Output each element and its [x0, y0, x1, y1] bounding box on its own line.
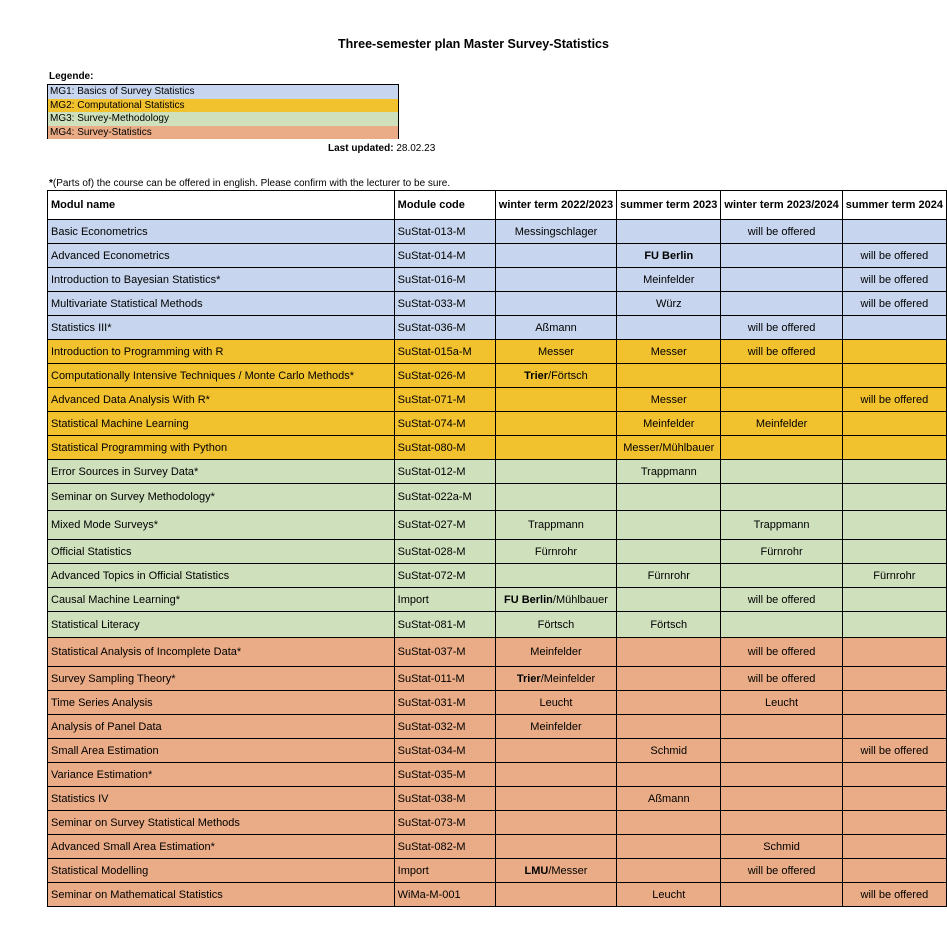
summer-2024-cell: will be offered [842, 883, 946, 907]
summer-2023-cell: Schmid [617, 739, 721, 763]
module-name: Advanced Small Area Estimation* [48, 835, 395, 859]
legend-heading: Legende: [49, 71, 94, 82]
winter-2022-cell [495, 835, 616, 859]
winter-2022-cell: Trier/Meinfelder [495, 667, 616, 691]
module-code: SuStat-016-M [394, 268, 495, 292]
table-row [48, 484, 947, 511]
winter-2022-cell [495, 787, 616, 811]
summer-2024-cell [842, 811, 946, 835]
winter-2022-cell [495, 484, 616, 511]
module-name: Small Area Estimation [48, 739, 395, 763]
summer-2024-cell [842, 436, 946, 460]
winter-2022-cell: Aßmann [495, 316, 616, 340]
summer-2023-cell: Würz [617, 292, 721, 316]
winter-2022-cell: Messingschlager [495, 220, 616, 244]
module-code: SuStat-022a-M [394, 484, 495, 511]
table-row [48, 460, 947, 484]
winter-2023-cell [721, 268, 842, 292]
winter-2022-cell: Meinfelder [495, 638, 616, 667]
table-row [48, 883, 947, 907]
winter-2022-cell: Messer [495, 340, 616, 364]
winter-2023-cell: Leucht [721, 691, 842, 715]
table-row [48, 292, 947, 316]
legend-item-mg3: MG3: Survey-Methodology [48, 112, 398, 126]
winter-2022-cell [495, 564, 616, 588]
summer-2023-cell [617, 511, 721, 540]
winter-2022-cell [495, 412, 616, 436]
summer-2023-cell: Trappmann [617, 460, 721, 484]
module-name: Seminar on Survey Methodology* [48, 484, 395, 511]
winter-2023-cell [721, 484, 842, 511]
summer-2023-cell: FU Berlin [617, 244, 721, 268]
module-code: SuStat-081-M [394, 612, 495, 638]
summer-2023-cell [617, 667, 721, 691]
winter-2022-cell [495, 388, 616, 412]
winter-2023-cell [721, 460, 842, 484]
last-updated [328, 143, 435, 154]
module-code: SuStat-014-M [394, 244, 495, 268]
winter-2023-cell: will be offered [721, 340, 842, 364]
summer-2023-cell [617, 691, 721, 715]
module-code: SuStat-028-M [394, 540, 495, 564]
module-code: SuStat-034-M [394, 739, 495, 763]
module-name: Seminar on Survey Statistical Methods [48, 811, 395, 835]
module-code: SuStat-027-M [394, 511, 495, 540]
summer-2024-cell: will be offered [842, 244, 946, 268]
winter-2022-cell [495, 763, 616, 787]
summer-2023-cell: Förtsch [617, 612, 721, 638]
winter-2022-cell [495, 292, 616, 316]
summer-2023-cell: Messer [617, 388, 721, 412]
module-name: Survey Sampling Theory* [48, 667, 395, 691]
module-name: Statistical Literacy [48, 612, 395, 638]
summer-2023-cell [617, 638, 721, 667]
summer-2024-cell [842, 460, 946, 484]
table-row [48, 835, 947, 859]
english-note [49, 178, 450, 189]
summer-2023-cell [617, 316, 721, 340]
winter-2022-cell: Leucht [495, 691, 616, 715]
table-row [48, 244, 947, 268]
winter-2022-cell [495, 268, 616, 292]
table-header-row [48, 191, 947, 220]
table-row [48, 564, 947, 588]
module-code: SuStat-080-M [394, 436, 495, 460]
winter-2023-cell: will be offered [721, 667, 842, 691]
module-name: Computationally Intensive Techniques / Monte Carlo Methods* [48, 364, 395, 388]
summer-2024-cell [842, 484, 946, 511]
last-updated-date: 28.02.23 [396, 143, 436, 154]
summer-2024-cell [842, 364, 946, 388]
table-row [48, 364, 947, 388]
module-name: Introduction to Programming with R [48, 340, 395, 364]
module-code: SuStat-013-M [394, 220, 495, 244]
winter-2022-cell [495, 244, 616, 268]
summer-2023-cell: Meinfelder [617, 268, 721, 292]
module-name: Basic Econometrics [48, 220, 395, 244]
legend [47, 84, 399, 139]
module-name: Error Sources in Survey Data* [48, 460, 395, 484]
summer-2024-cell [842, 667, 946, 691]
module-code: SuStat-012-M [394, 460, 495, 484]
winter-2022-cell: Meinfelder [495, 715, 616, 739]
table-row [48, 811, 947, 835]
header-winter-2023: winter term 2023/2024 [721, 191, 842, 220]
summer-2023-cell: Aßmann [617, 787, 721, 811]
module-code: SuStat-011-M [394, 667, 495, 691]
table-row [48, 388, 947, 412]
table-row [48, 511, 947, 540]
table-row [48, 588, 947, 612]
summer-2024-cell [842, 540, 946, 564]
module-code: SuStat-032-M [394, 715, 495, 739]
module-name: Seminar on Mathematical Statistics [48, 883, 395, 907]
summer-2024-cell [842, 691, 946, 715]
last-updated-label: Last updated: [328, 143, 394, 154]
legend-item-mg1: MG1: Basics of Survey Statistics [48, 85, 398, 99]
summer-2024-cell [842, 835, 946, 859]
module-name: Multivariate Statistical Methods [48, 292, 395, 316]
winter-2022-cell [495, 883, 616, 907]
winter-2023-cell: Schmid [721, 835, 842, 859]
page-title: Three-semester plan Master Survey-Statistics [338, 37, 609, 51]
summer-2024-cell [842, 638, 946, 667]
summer-2024-cell [842, 511, 946, 540]
module-code: SuStat-026-M [394, 364, 495, 388]
table-row [48, 859, 947, 883]
plan-table-body [48, 220, 947, 907]
summer-2023-cell [617, 540, 721, 564]
table-row [48, 638, 947, 667]
winter-2023-cell: Fürnrohr [721, 540, 842, 564]
note-text: (Parts of) the course can be offered in english. Please confirm with the lecturer to be sure. [52, 178, 451, 189]
summer-2023-cell: Messer [617, 340, 721, 364]
winter-2023-cell [721, 787, 842, 811]
summer-2023-cell [617, 484, 721, 511]
legend-item-mg2: MG2: Computational Statistics [48, 99, 398, 113]
module-name: Causal Machine Learning* [48, 588, 395, 612]
summer-2024-cell [842, 715, 946, 739]
module-name: Mixed Mode Surveys* [48, 511, 395, 540]
module-name: Official Statistics [48, 540, 395, 564]
winter-2022-cell: Trier/Förtsch [495, 364, 616, 388]
module-name: Analysis of Panel Data [48, 715, 395, 739]
table-row [48, 316, 947, 340]
winter-2022-cell [495, 739, 616, 763]
header-modul-name: Modul name [48, 191, 395, 220]
module-code: WiMa-M-001 [394, 883, 495, 907]
winter-2023-cell [721, 564, 842, 588]
module-name: Time Series Analysis [48, 691, 395, 715]
winter-2023-cell [721, 715, 842, 739]
summer-2023-cell [617, 364, 721, 388]
summer-2024-cell [842, 316, 946, 340]
module-code: Import [394, 859, 495, 883]
module-name: Variance Estimation* [48, 763, 395, 787]
winter-2022-cell [495, 436, 616, 460]
table-row [48, 715, 947, 739]
summer-2024-cell: will be offered [842, 388, 946, 412]
module-name: Statistical Analysis of Incomplete Data* [48, 638, 395, 667]
table-row [48, 340, 947, 364]
table-row [48, 540, 947, 564]
module-name: Introduction to Bayesian Statistics* [48, 268, 395, 292]
table-row [48, 612, 947, 638]
summer-2024-cell [842, 588, 946, 612]
winter-2023-cell: will be offered [721, 316, 842, 340]
winter-2023-cell [721, 244, 842, 268]
table-row [48, 412, 947, 436]
summer-2023-cell [617, 859, 721, 883]
header-module-code: Module code [394, 191, 495, 220]
winter-2022-cell: Trappmann [495, 511, 616, 540]
module-name: Advanced Econometrics [48, 244, 395, 268]
module-name: Statistical Programming with Python [48, 436, 395, 460]
summer-2023-cell: Fürnrohr [617, 564, 721, 588]
module-code: SuStat-074-M [394, 412, 495, 436]
module-name: Statistical Machine Learning [48, 412, 395, 436]
summer-2023-cell [617, 835, 721, 859]
winter-2023-cell [721, 612, 842, 638]
winter-2022-cell: FU Berlin/Mühlbauer [495, 588, 616, 612]
summer-2023-cell [617, 811, 721, 835]
summer-2024-cell [842, 787, 946, 811]
module-code: SuStat-072-M [394, 564, 495, 588]
winter-2023-cell [721, 739, 842, 763]
note-star: * [49, 178, 53, 189]
summer-2023-cell [617, 715, 721, 739]
summer-2024-cell [842, 763, 946, 787]
table-row [48, 436, 947, 460]
summer-2024-cell: will be offered [842, 292, 946, 316]
winter-2023-cell [721, 436, 842, 460]
header-summer-2023: summer term 2023 [617, 191, 721, 220]
module-code: SuStat-036-M [394, 316, 495, 340]
module-code: SuStat-035-M [394, 763, 495, 787]
winter-2022-cell: LMU/Messer [495, 859, 616, 883]
module-name: Statistical Modelling [48, 859, 395, 883]
summer-2024-cell: will be offered [842, 268, 946, 292]
table-row [48, 787, 947, 811]
table-row [48, 667, 947, 691]
legend-item-mg4: MG4: Survey-Statistics [48, 126, 398, 140]
module-code: SuStat-038-M [394, 787, 495, 811]
winter-2023-cell: Trappmann [721, 511, 842, 540]
plan-table [47, 190, 947, 907]
module-code: SuStat-031-M [394, 691, 495, 715]
summer-2023-cell: Messer/Mühlbauer [617, 436, 721, 460]
summer-2024-cell [842, 340, 946, 364]
winter-2022-cell: Fürnrohr [495, 540, 616, 564]
summer-2023-cell [617, 763, 721, 787]
winter-2023-cell [721, 883, 842, 907]
summer-2023-cell: Leucht [617, 883, 721, 907]
summer-2024-cell [842, 859, 946, 883]
module-code: SuStat-037-M [394, 638, 495, 667]
table-row [48, 739, 947, 763]
module-code: SuStat-082-M [394, 835, 495, 859]
winter-2023-cell: will be offered [721, 588, 842, 612]
winter-2023-cell [721, 364, 842, 388]
table-row [48, 268, 947, 292]
module-name: Advanced Data Analysis With R* [48, 388, 395, 412]
winter-2023-cell [721, 292, 842, 316]
table-row [48, 763, 947, 787]
summer-2024-cell [842, 220, 946, 244]
winter-2023-cell: Meinfelder [721, 412, 842, 436]
module-name: Advanced Topics in Official Statistics [48, 564, 395, 588]
winter-2023-cell [721, 388, 842, 412]
module-name: Statistics IV [48, 787, 395, 811]
module-code: SuStat-071-M [394, 388, 495, 412]
summer-2024-cell: will be offered [842, 739, 946, 763]
winter-2023-cell: will be offered [721, 220, 842, 244]
summer-2023-cell [617, 588, 721, 612]
winter-2022-cell [495, 460, 616, 484]
module-code: Import [394, 588, 495, 612]
winter-2023-cell: will be offered [721, 638, 842, 667]
module-code: SuStat-015a-M [394, 340, 495, 364]
winter-2022-cell: Förtsch [495, 612, 616, 638]
summer-2023-cell: Meinfelder [617, 412, 721, 436]
header-winter-2022: winter term 2022/2023 [495, 191, 616, 220]
table-row [48, 220, 947, 244]
summer-2024-cell [842, 612, 946, 638]
winter-2023-cell [721, 811, 842, 835]
summer-2023-cell [617, 220, 721, 244]
summer-2024-cell [842, 412, 946, 436]
module-name: Statistics III* [48, 316, 395, 340]
winter-2022-cell [495, 811, 616, 835]
header-summer-2024: summer term 2024 [842, 191, 946, 220]
table-row [48, 691, 947, 715]
winter-2023-cell: will be offered [721, 859, 842, 883]
winter-2023-cell [721, 763, 842, 787]
summer-2024-cell: Fürnrohr [842, 564, 946, 588]
module-code: SuStat-033-M [394, 292, 495, 316]
module-code: SuStat-073-M [394, 811, 495, 835]
